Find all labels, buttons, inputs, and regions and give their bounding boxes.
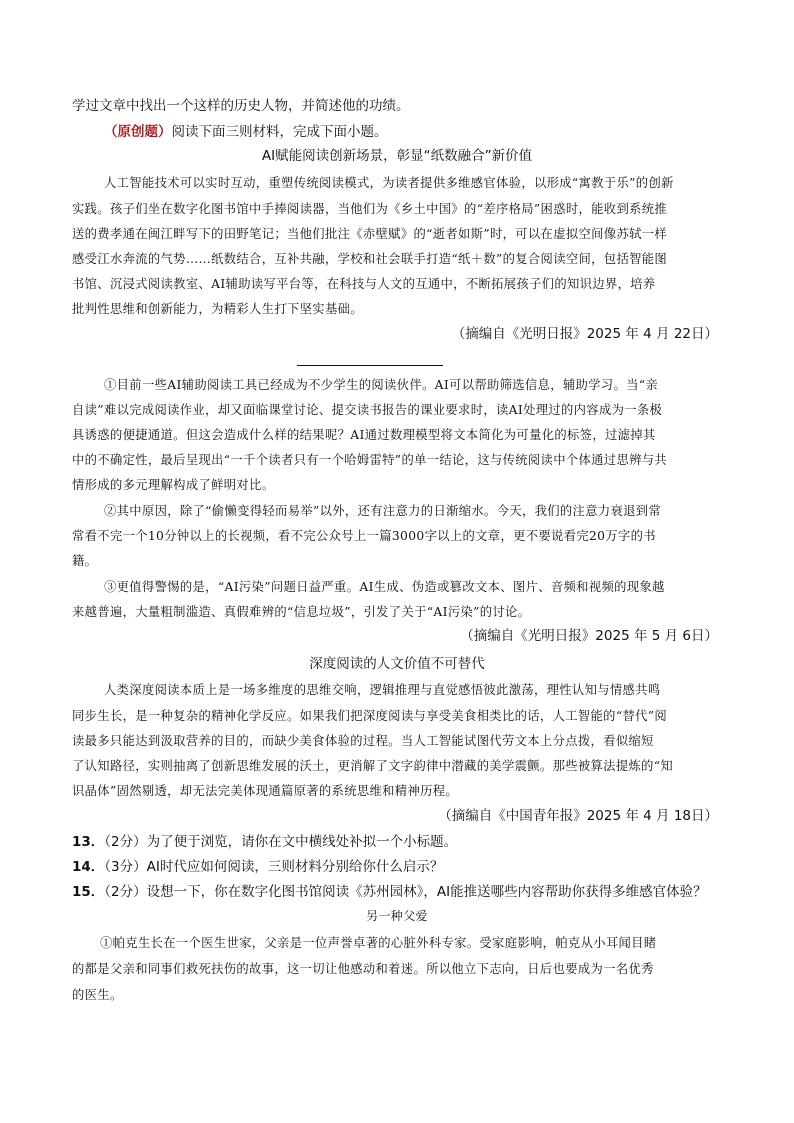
material2-line: 常看不完一个10分钟以上的长视频，看不完公众号上一篇3000字以上的文章，更不要说看完20万字的书 [72,529,656,543]
subtitle-blank-line [297,365,443,366]
material2-source: （摘编自《光明日报》2025 年 5 月 6日） [460,628,718,644]
material2-line: ②其中原因，除了“偷懒变得轻而易举”以外，还有注意力的日渐缩水。今天，我们的注意力衰退到常 [104,504,662,518]
material3-line: 读最多只能达到汲取营养的目的，而缺少美食体验的过程。当人工智能试图代劳文本上分点拨，看似缩短 [72,734,654,748]
material1-line: 感受江水奔流的气势……纸数结合，互补共融，学校和社会联手打造“纸＋数”的复合阅读空间，包括智能图 [72,252,668,266]
question-tag: （原创题） [104,124,172,140]
question-number: 13． [72,834,105,850]
material2-line: ③更值得警惕的是，“AI污染”问题日益严重。AI生成、伪造或篡改文本、图片、音频和视频的现象越 [104,580,665,594]
material1-source: （摘编自《光明日报》2025 年 4 月 22日） [451,326,718,342]
question-15 [72,884,707,900]
question-number: 15． [72,884,105,900]
essay-line: ①帕克生长在一个医生世家，父亲是一位声誉卓著的心脏外科专家。受家庭影响，帕克从小耳闻目睹 [100,936,657,950]
material1-line: 送的费孝通在闽江畔写下的田野笔记；当他们批注《赤壁赋》的“逝者如斯”时，可以在虚拟空间像苏轼一样 [72,227,668,241]
material3-line: 同步生长，是一种复杂的精神化学反应。如果我们把深度阅读与享受美食相类比的话，人工智能的“替代”阅 [72,709,668,723]
essay-line: 的都是父亲和同事们救死扶伤的故事，这一切让他感动和着迷。所以他立下志向，日后也要成为一名优秀 [72,962,654,976]
question-score: （3分） [104,859,147,875]
material2-line: 籍。 [72,554,98,568]
question-intro-text: 阅读下面三则材料，完成下面小题。 [171,124,388,140]
material3-title: 深度阅读的人文价值不可替代 [309,656,485,672]
material2-line: 情形成的多元理解构成了鲜明对比。 [72,478,275,492]
question-text: 为了便于浏览，请你在文中横线处补拟一个小标题。 [146,834,458,850]
material1-line: 批判性思维和创新能力，为精彩人生打下坚实基础。 [72,302,363,316]
question-text: AI时代应如何阅读，三则材料分别给你什么启示？ [146,859,444,875]
material2-line: 来越普遍，大量粗制滥造、真假难辨的“信息垃圾”，引发了关于“AI污染”的讨论。 [72,605,531,619]
material2-line: 中的不确定性，最后呈现出“一千个读者只有一个哈姆雷特”的单一结论，这与传统阅读中个体通过思辨与共 [72,453,668,467]
material1-line: 实践。孩子们坐在数字化图书馆中手捧阅读器，当他们为《乡土中国》的“差序格局”困惑时，能收到系统推 [72,202,668,216]
material3-line: 了认知路径，实则抽离了创新思维发展的沃土，更消解了文字韵律中潜藏的美学震颤。那些被算法提炼的“知 [72,759,674,773]
material3-line: 识晶体”固然剔透，却无法完美体现通篇原著的系统思维和精神历程。 [72,784,459,798]
material2-line: ①目前一些AI辅助阅读工具已经成为不少学生的阅读伙伴。AI可以帮助筛选信息，辅助学习。当“亲 [104,378,659,392]
material3-line: 人类深度阅读本质上是一场多维度的思维交响，逻辑推理与直觉感悟彼此激荡，理性认知与情感共鸣 [104,683,661,697]
intro-line: 学过文章中找出一个这样的历史人物，并简述他的功绩。 [72,98,410,114]
material1-line: 书馆、沉浸式阅读教室、AI辅助读写平台等，在科技与人文的互通中，不断拓展孩子们的知识边界，培养 [72,277,656,291]
question-text: 设想一下，你在数字化图书馆阅读《苏州园林》，AI能推送哪些内容帮助你获得多维感官体验？ [146,884,707,900]
essay-line: 的医生。 [72,988,123,1002]
question-14 [72,859,443,875]
material1-line: 人工智能技术可以实时互动，重塑传统阅读模式，为读者提供多维感官体验，以形成“寓教于乐”的创新 [104,176,674,190]
essay-title: 另一种父爱 [366,909,428,923]
question-score: （2分） [104,884,147,900]
question-number: 14． [72,859,105,875]
question-13 [72,834,457,850]
material1-title: AI赋能阅读创新场景，彰显“纸数融合”新价值 [261,148,533,164]
question-intro [104,124,388,140]
material3-source: （摘编自《中国青年报》2025 年 4 月 18日） [438,808,718,824]
question-score: （2分） [104,834,147,850]
material2-line: 具诱惑的便捷通道。但这会造成什么样的结果呢？AI通过数理模型将文本简化为可量化的标签，过滤掉其 [72,428,656,442]
material2-line: 自读”难以完成阅读作业，却又面临课堂讨论、提交读书报告的课业要求时，读AI处理过的内容成为一条极 [72,403,663,417]
